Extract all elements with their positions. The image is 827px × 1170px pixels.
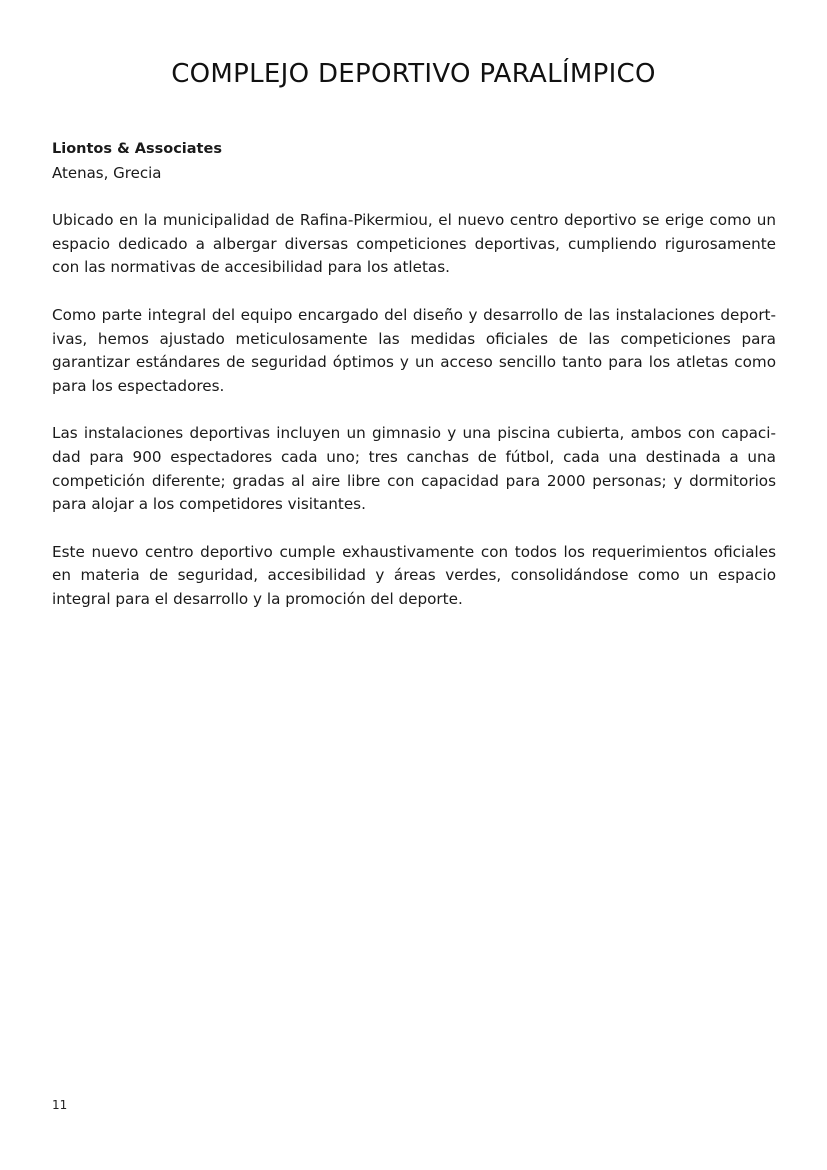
paragraph-4: Este nuevo centro deportivo cumple exhaustivamente con todos los requerimientos oficiales en materia de seguridad, accesibilidad y áreas verdes, consolidándose como un espacio integral para el desarrollo y la promoción del deporte. (52, 542, 776, 608)
page-title: COMPLEJO DEPORTIVO PARALÍMPICO (171, 59, 656, 89)
author-name: Liontos & Associates (52, 141, 222, 157)
project-location: Atenas, Grecia (52, 163, 162, 182)
page-number: 11 (52, 1098, 68, 1112)
article-body (52, 138, 776, 636)
paragraph-3: Las instalaciones deportivas incluyen un gimnasio y una piscina cubierta, ambos con capacidad para 900 espectadores cada uno; tres canchas de fútbol, cada una destinada a una competición diferente; gradas al aire libre con capacidad para 2000 personas; y dormitorios para alojar a los competidores visitantes. (52, 424, 776, 514)
paragraph-1: Ubicado en la municipalidad de Rafina-Pikermiou, el nuevo centro deportivo se erige como un espacio dedicado a albergar diversas competiciones deportivas, cumpliendo rigurosamente con las normativas de accesibilidad para los atletas. (52, 211, 776, 277)
paragraph-2: Como parte integral del equipo encargado del diseño y desarrollo de las instalaciones deportivas, hemos ajustado meticulosamente las medidas oficiales de las competiciones para garantizar estándares de seguridad óptimos y un acceso sencillo tanto para los atletas como para los espectadores. (52, 305, 776, 395)
